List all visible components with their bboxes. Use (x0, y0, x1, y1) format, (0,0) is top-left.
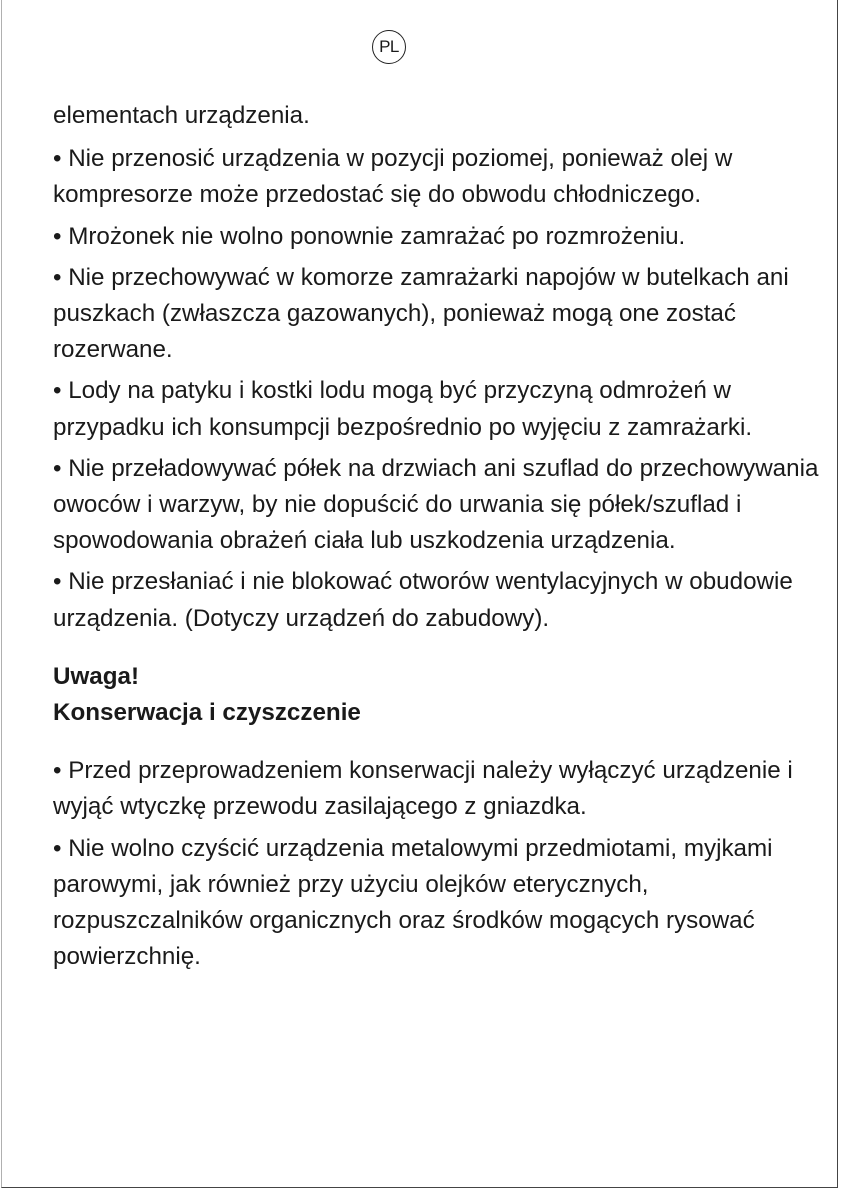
language-badge: PL (372, 30, 406, 64)
paragraph-continuation: elementach urządzenia. (53, 102, 310, 129)
bullet-paragraph: • Lody na patyku i kostki lodu mogą być przyczyną odmrożeń w przypadku ich konsumpcji bezpośrednio po wyjęciu z zamrażarki. (53, 377, 753, 441)
document-body (53, 98, 823, 980)
section-heading: Konserwacja i czyszczenie (53, 699, 361, 727)
bullet-paragraph: • Nie przenosić urządzenia w pozycji poziomej, ponieważ olej w kompresorze może przedostać się do obwodu chłodniczego. (53, 145, 733, 209)
bullet-paragraph: • Nie wolno czyścić urządzenia metalowymi przedmiotami, myjkami parowymi, jak również przy użyciu olejków eterycznych, rozpuszczalników organicznych oraz środków mogących rysować powierzchnię. (53, 834, 773, 971)
warning-heading: Uwaga! (53, 662, 140, 690)
bullet-paragraph: • Mrożonek nie wolno ponownie zamrażać po rozmrożeniu. (53, 222, 686, 250)
bullet-paragraph: • Nie przesłaniać i nie blokować otworów wentylacyjnych w obudowie urządzenia. (Dotyczy urządzeń do zabudowy). (53, 568, 793, 632)
bullet-paragraph: • Nie przeładowywać półek na drzwiach ani szuflad do przechowywania owoców i warzyw, by nie dopuścić do urwania się półek/szuflad i spowodowania obrażeń ciała lub uszkodzenia urządzenia. (53, 454, 819, 555)
bullet-paragraph: • Przed przeprowadzeniem konserwacji należy wyłączyć urządzenie i wyjąć wtyczkę przewodu zasilającego z gniazdka. (53, 757, 793, 821)
bullet-paragraph: • Nie przechowywać w komorze zamrażarki napojów w butelkach ani puszkach (zwłaszcza gazowanych), ponieważ mogą one zostać rozerwane. (53, 263, 789, 364)
